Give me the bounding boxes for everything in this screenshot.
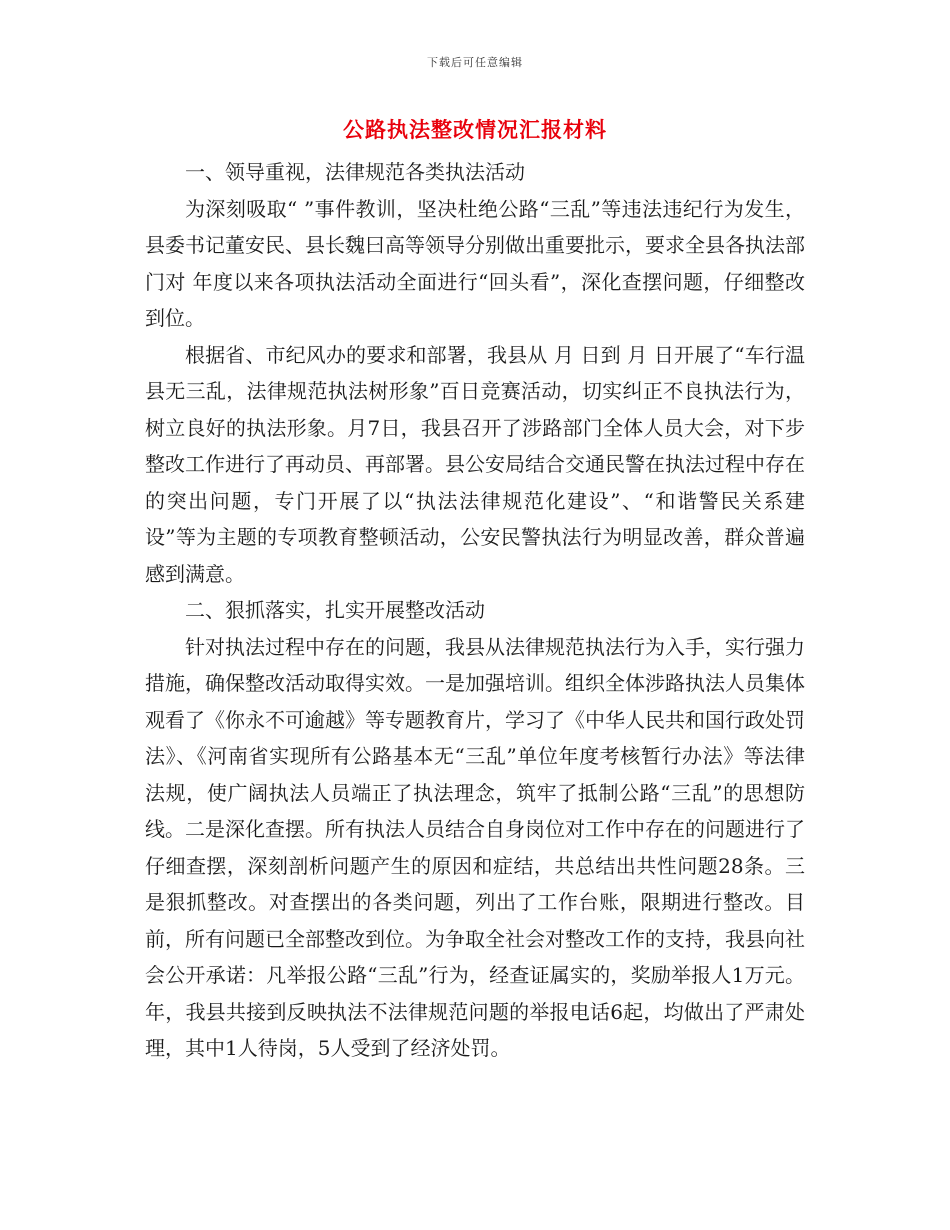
- section-heading-2: 二、狠抓落实，扎实开展整改活动: [185, 598, 485, 622]
- body-paragraph-1: 为深刻吸取“ ”事件教训，坚决杜绝公路“三乱”等违法违纪行为发生，县委书记董安民、县长魏曰高等领导分别做出重要批示，要求全县各执法部门对 年度以来各项执法活动全面进行“回头看”，深化查摆问题，仔细整改到位。: [145, 196, 805, 330]
- document-title: 公路执法整改情况汇报材料: [343, 117, 607, 142]
- header-note: 下载后可任意编辑: [427, 56, 523, 69]
- body-paragraph-3: 针对执法过程中存在的问题，我县从法律规范执法行为入手，实行强力措施，确保整改活动取得实效。一是加强培训。组织全体涉路执法人员集体观看了《你永不可逾越》等专题教育片，学习了《中华人民共和国行政处罚法》、《河南省实现所有公路基本无“三乱”单位年度考核暂行办法》等法律法规，使广阔执法人员端正了执法理念，筑牢了抵制公路“三乱”的思想防线。二是深化查摆。所有执法人员结合自身岗位对工作中存在的问题进行了仔细查摆，深刻剖析问题产生的原因和症结，共总结出共性问题28条。三是狠抓整改。对查摆出的各类问题，列出了工作台账，限期进行整改。目前，所有问题已全部整改到位。为争取全社会对整改工作的支持，我县向社会公开承诺：凡举报公路“三乱”行为，经查证属实的，奖励举报人1万元。 年，我县共接到反映执法不法律规范问题的举报电话6起，均做出了严肃处理，其中1人待岗，5人受到了经济处罚。: [145, 634, 805, 1060]
- body-paragraph-2: 根据省、市纪风办的要求和部署，我县从 月 日到 月 日开展了“车行温县无三乱，法律规范执法树形象”百日竞赛活动，切实纠正不良执法行为，树立良好的执法形象。月7日，我县召开了涉路部门全体人员大会，对下步整改工作进行了再动员、再部署。县公安局结合交通民警在执法过程中存在的突出问题，专门开展了以“执法法律规范化建设”、“和谐警民关系建设”等为主题的专项教育整顿活动，公安民警执法行为明显改善，群众普遍感到满意。: [145, 342, 805, 586]
- section-heading-1: 一、领导重视，法律规范各类执法活动: [185, 160, 525, 184]
- document-body: [145, 154, 805, 1067]
